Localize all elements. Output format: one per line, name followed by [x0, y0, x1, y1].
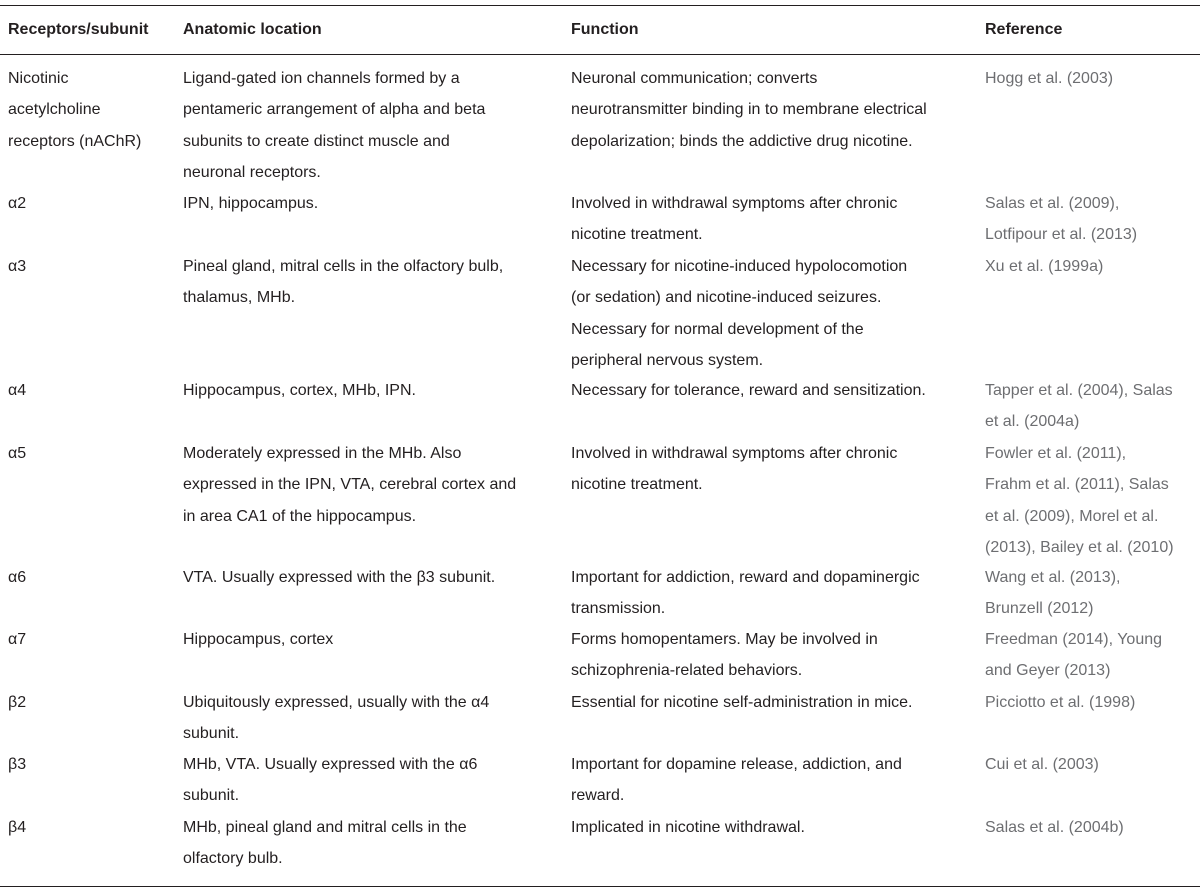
location-cell: MHb, VTA. Usually expressed with the α6 subunit. [183, 756, 478, 805]
reference-cell: Fowler et al. (2011), Frahm et al. (2011), Salas et al. (2009), Morel et al. (2013), Bailey et al. (2010) [985, 445, 1174, 556]
location-cell: VTA. Usually expressed with the β3 subunit. [183, 569, 496, 586]
receptor-cell: α3 [8, 258, 27, 275]
header-receptors: Receptors/subunit [8, 21, 149, 38]
receptor-cell: β2 [8, 694, 27, 711]
receptor-cell: α5 [8, 445, 27, 462]
function-cell: Important for dopamine release, addiction, and reward. [571, 756, 902, 805]
location-cell: Hippocampus, cortex [183, 631, 334, 648]
location-cell: Ubiquitously expressed, usually with the α4 subunit. [183, 694, 490, 743]
receptor-cell: α2 [8, 195, 27, 212]
function-cell: Necessary for nicotine-induced hypolocomotion (or sedation) and nicotine-induced seizures. Necessary for normal development of the peripheral nervous system. [571, 258, 908, 369]
location-cell: MHb, pineal gland and mitral cells in the olfactory bulb. [183, 819, 467, 868]
reference-cell: Freedman (2014), Young and Geyer (2013) [985, 631, 1163, 680]
function-cell: Forms homopentamers. May be involved in schizophrenia-related behaviors. [571, 631, 878, 680]
receptor-cell: β4 [8, 819, 27, 836]
receptor-cell: β3 [8, 756, 27, 773]
table-bottom-rule [0, 886, 1200, 887]
receptor-cell: α4 [8, 382, 27, 399]
reference-cell: Cui et al. (2003) [985, 756, 1099, 773]
table-header-rule [0, 54, 1200, 55]
location-cell: Pineal gland, mitral cells in the olfactory bulb, thalamus, MHb. [183, 258, 504, 307]
reference-cell: Picciotto et al. (1998) [985, 694, 1136, 711]
receptor-cell: α7 [8, 631, 27, 648]
table-top-rule [0, 5, 1200, 6]
function-cell: Neuronal communication; converts neurotransmitter binding in to membrane electrical depolarization; binds the addictive drug nicotine. [571, 70, 927, 150]
reference-cell: Tapper et al. (2004), Salas et al. (2004a) [985, 382, 1173, 431]
function-cell: Involved in withdrawal symptoms after chronic nicotine treatment. [571, 195, 898, 244]
reference-cell: Wang et al. (2013), Brunzell (2012) [985, 569, 1121, 618]
header-location: Anatomic location [183, 21, 322, 38]
location-cell: Moderately expressed in the MHb. Also expressed in the IPN, VTA, cerebral cortex and in area CA1 of the hippocampus. [183, 445, 517, 525]
function-cell: Implicated in nicotine withdrawal. [571, 819, 805, 836]
function-cell: Necessary for tolerance, reward and sensitization. [571, 382, 926, 399]
reference-cell: Salas et al. (2004b) [985, 819, 1124, 836]
function-cell: Important for addiction, reward and dopaminergic transmission. [571, 569, 920, 618]
reference-cell: Hogg et al. (2003) [985, 70, 1114, 87]
receptor-cell: α6 [8, 569, 27, 586]
receptor-cell: Nicotinic acetylcholine receptors (nAChR) [8, 70, 142, 150]
function-cell: Essential for nicotine self-administration in mice. [571, 694, 913, 711]
function-cell: Involved in withdrawal symptoms after chronic nicotine treatment. [571, 445, 898, 494]
reference-cell: Salas et al. (2009), Lotfipour et al. (2013) [985, 195, 1138, 244]
header-reference: Reference [985, 21, 1063, 38]
location-cell: Hippocampus, cortex, MHb, IPN. [183, 382, 416, 399]
location-cell: IPN, hippocampus. [183, 195, 319, 212]
location-cell: Ligand-gated ion channels formed by a pentameric arrangement of alpha and beta subunits to create distinct muscle and neuronal receptors. [183, 70, 486, 181]
header-function: Function [571, 21, 639, 38]
reference-cell: Xu et al. (1999a) [985, 258, 1104, 275]
